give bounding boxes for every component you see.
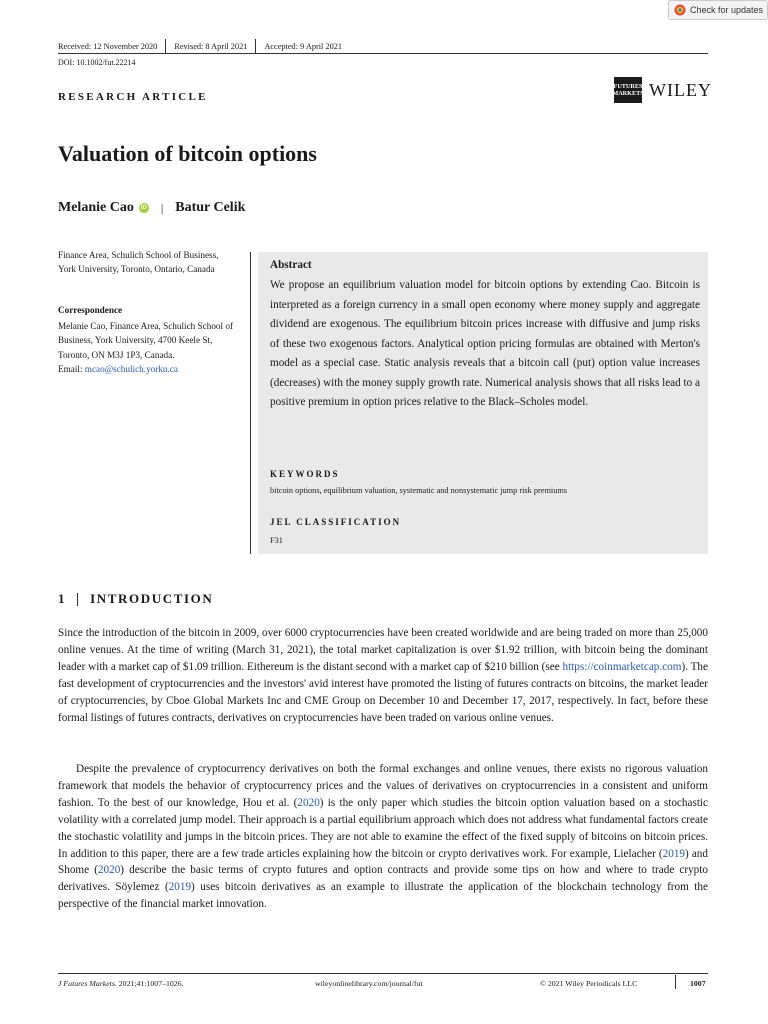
coinmarketcap-link[interactable]: https://coinmarketcap.com <box>562 660 682 673</box>
citation-link[interactable]: 2020 <box>297 796 320 809</box>
footer-divider <box>58 973 708 974</box>
author-name[interactable]: Batur Celik <box>175 200 246 215</box>
paragraph-text: ). The fast development of cryptocurrencies and the investors' avid interest have promoted the listing of futures contracts on bitcoins, the market leader of cryptocurrencies, by Cboe Global Markets Inc and CME Group on December 10 and December 17, 2017, respectively. In fact, before these formal listings of futures contracts, derivatives on cryptocurrencies have been traded on various online venues. <box>58 660 708 724</box>
citation-link[interactable]: 2019 <box>168 881 192 894</box>
email-label: Email: <box>58 364 85 375</box>
footer-citation <box>58 979 184 988</box>
check-for-updates-label: Check for updates <box>690 5 764 15</box>
check-updates-icon <box>674 4 686 16</box>
paragraph <box>58 761 708 913</box>
date-separator <box>255 39 256 53</box>
paragraph-text: ) and Shome ( <box>58 847 708 877</box>
author-list <box>58 200 245 216</box>
copyright: © 2021 Wiley Periodicals LLC <box>540 979 638 988</box>
date-separator <box>165 39 166 53</box>
journal-url[interactable]: wileyonlinelibrary.com/journal/fut <box>315 979 423 988</box>
received-date: Received: 12 November 2020 <box>58 41 158 51</box>
footer-separator <box>675 975 676 989</box>
section-heading <box>58 591 213 607</box>
journal-abbrev: J Futures Markets. <box>58 979 117 988</box>
paragraph-text: ) uses bitcoin derivatives as an example to illustrate the application of the blockchain technology from the perspective of the financial market innovation. <box>58 881 708 911</box>
section-number: 1 <box>58 591 67 606</box>
page-number: 1007 <box>690 979 706 988</box>
affiliation: Finance Area, Schulich School of Business, York University, Toronto, Ontario, Canada <box>58 250 219 275</box>
correspondence-heading: Correspondence <box>58 305 123 315</box>
wiley-logo: WILEY <box>649 79 712 100</box>
section-title: INTRODUCTION <box>90 591 214 606</box>
correspondence <box>58 319 243 377</box>
citation-link[interactable]: 2020 <box>97 864 121 877</box>
article-dates <box>58 39 342 53</box>
accepted-date: Accepted: 9 April 2021 <box>264 41 343 51</box>
doi: DOI: 10.1002/fut.22214 <box>58 58 136 67</box>
publisher-logos <box>614 77 712 103</box>
orcid-icon[interactable]: iD <box>140 205 147 211</box>
paper-title: Valuation of bitcoin options <box>58 141 317 166</box>
keywords-text: bitcoin options, equilibrium valuation, systematic and nonsystematic jump risk premiums <box>270 486 568 495</box>
revised-date: Revised: 8 April 2021 <box>174 41 248 51</box>
abstract-rule <box>250 252 251 554</box>
keywords-heading: KEYWORDS <box>270 469 340 479</box>
paragraph-text: ) describe the basic terms of crypto futures and option contracts and provide some tips on how and where to trade crypto derivatives. Söylemez ( <box>58 864 708 894</box>
author-name[interactable]: Melanie Cao <box>58 200 134 215</box>
journal-logo: FUTURES MARKETS <box>614 77 642 103</box>
jel-heading: JEL CLASSIFICATION <box>270 517 402 527</box>
email-link[interactable]: mcao@schulich.yorku.ca <box>84 364 178 375</box>
citation-link[interactable]: 2019 <box>662 847 686 860</box>
article-type: RESEARCH ARTICLE <box>58 91 208 103</box>
paragraph-text: ) is the only paper which studies the bitcoin option valuation based on a stochastic volatility with a correlated jump model. Their approach is a partial equilibrium approach which does not address what fundamental factors create the stochastic volatility and jumps in the bitcoin prices. They are not able to examine the effect of the fixed supply of bitcoins on bitcoin prices. In addition to this paper, there are a few trade articles explaining how the bitcoin or crypto derivatives work. For example, Lielacher ( <box>58 796 708 860</box>
author-separator: | <box>160 200 164 215</box>
paragraph <box>58 625 708 726</box>
citation-details: 2021;41:1007–1026. <box>116 979 184 988</box>
check-for-updates-button[interactable] <box>668 0 768 20</box>
header-divider <box>58 53 708 54</box>
abstract-text: We propose an equilibrium valuation model for bitcoin options by extending Cao. Bitcoin is interpreted as a foreign currency in a small open economy where money supply and aggregate dividend are exogenous. The equilibrium bitcoin prices increase with diffusive and jump risks of these two exogenous factors. Analytical option pricing formulas are obtained with Merton's model as a special case. Static analysis reveals that a bitcoin call (put) option value increases (decreases) with the money supply growth rate. Numerical analysis shows that all risks lead to a positive premium in option prices relative to the Black–Scholes model. <box>270 279 700 408</box>
jel-code: F31 <box>270 536 283 545</box>
paragraph-text: Since the introduction of the bitcoin in 2009, over 6000 cryptocurrencies have been created worldwide and are being traded on more than 25,000 online venues. At the time of writing (March 31, 2021), the total market capitalization is over $1.92 trillion, with bitcoin being the dominant leader with a market cap of $1.09 trillion. Eithereum is the distant second with a market cap of $210 billion (see <box>58 627 708 673</box>
abstract-heading: Abstract <box>270 259 312 271</box>
section-divider <box>77 593 78 606</box>
paragraph-text: Despite the prevalence of cryptocurrency derivatives on both the formal exchanges and online venues, there exists no rigorous valuation framework that models the behavior of cryptocurrency prices and the values of derivatives on cryptocurrencies in a consistent and uniform fashion. To the best of our knowledge, Hou et al. ( <box>58 763 708 809</box>
correspondence-text: Melanie Cao, Finance Area, Schulich School of Business, York University, 4700 Keele St, Toronto, ON M3J 1P3, Canada. <box>58 321 234 360</box>
